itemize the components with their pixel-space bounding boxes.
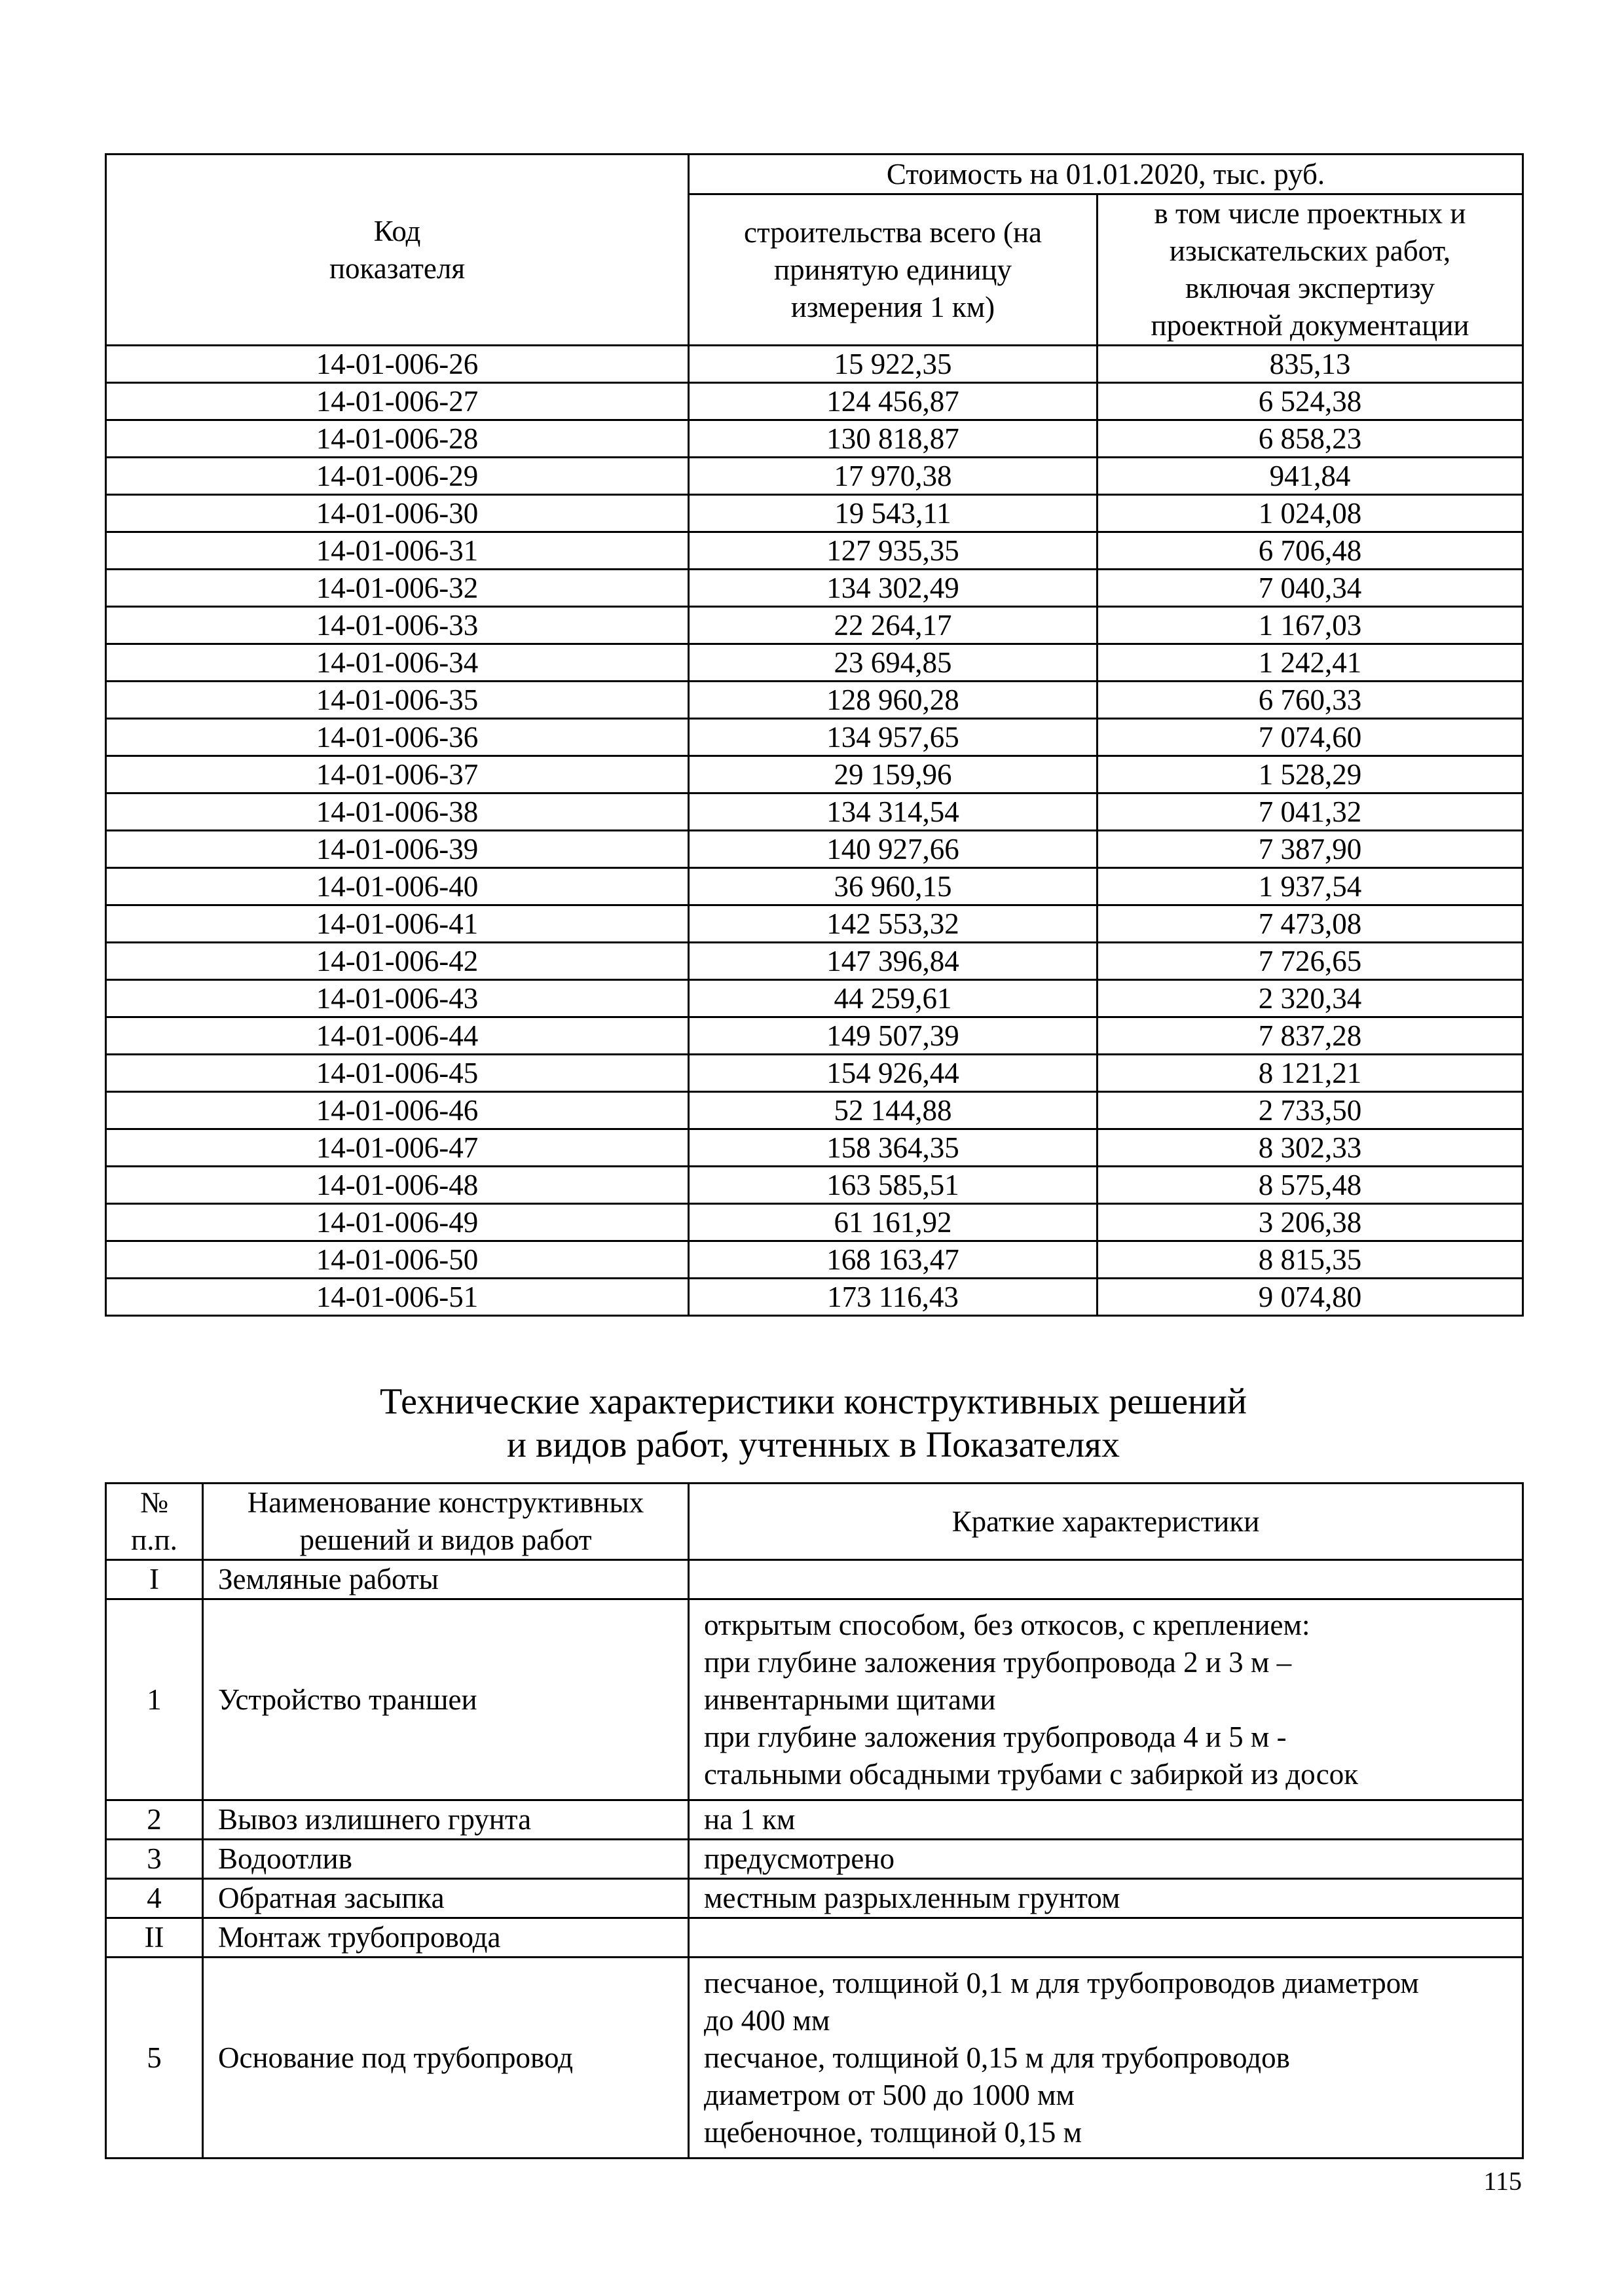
- code-cell: 14-01-006-49: [106, 1204, 689, 1241]
- description-cell: на 1 км: [689, 1800, 1523, 1840]
- design-cost-cell: 3 206,38: [1098, 1204, 1523, 1241]
- total-cost-cell: 15 922,35: [689, 346, 1098, 383]
- tech-table: [105, 1482, 1524, 2159]
- description-cell: [689, 1918, 1523, 1958]
- design-cost-cell: 6 706,48: [1098, 532, 1523, 570]
- name-cell: Основание под трубопровод: [203, 1958, 689, 2159]
- tech-title-line-1: Технические характеристики конструктивных решений: [380, 1381, 1247, 1422]
- table-row: [106, 1279, 1523, 1316]
- design-cost-cell: 8 302,33: [1098, 1129, 1523, 1167]
- code-cell: 14-01-006-41: [106, 905, 689, 943]
- number-cell: 4: [106, 1879, 203, 1918]
- code-cell: 14-01-006-50: [106, 1241, 689, 1279]
- table-row: [106, 495, 1523, 532]
- table-row: [106, 1241, 1523, 1279]
- header-cost: Стоимость на 01.01.2020, тыс. руб.: [689, 155, 1523, 194]
- table-row: [106, 1840, 1523, 1879]
- table-row: [106, 1167, 1523, 1204]
- design-cost-cell: 8 815,35: [1098, 1241, 1523, 1279]
- code-cell: 14-01-006-34: [106, 644, 689, 682]
- number-cell: 3: [106, 1840, 203, 1879]
- total-cost-cell: 127 935,35: [689, 532, 1098, 570]
- table-row: [106, 905, 1523, 943]
- code-cell: 14-01-006-42: [106, 943, 689, 980]
- table-row: [106, 1599, 1523, 1800]
- code-cell: 14-01-006-51: [106, 1279, 689, 1316]
- code-cell: 14-01-006-32: [106, 570, 689, 607]
- total-cost-cell: 173 116,43: [689, 1279, 1098, 1316]
- design-cost-cell: 7 041,32: [1098, 793, 1523, 831]
- table-row: [106, 1958, 1523, 2159]
- total-cost-cell: 134 957,65: [689, 719, 1098, 756]
- table-row: [106, 943, 1523, 980]
- design-cost-cell: 9 074,80: [1098, 1279, 1523, 1316]
- total-cost-cell: 149 507,39: [689, 1017, 1098, 1055]
- code-cell: 14-01-006-48: [106, 1167, 689, 1204]
- code-cell: 14-01-006-28: [106, 420, 689, 458]
- design-cost-cell: 1 242,41: [1098, 644, 1523, 682]
- code-cell: 14-01-006-39: [106, 831, 689, 868]
- table-row: [106, 383, 1523, 420]
- name-cell: Монтаж трубопровода: [203, 1918, 689, 1958]
- table-row: [106, 458, 1523, 495]
- design-cost-cell: 1 167,03: [1098, 607, 1523, 644]
- total-cost-cell: 142 553,32: [689, 905, 1098, 943]
- design-cost-cell: 2 320,34: [1098, 980, 1523, 1017]
- design-cost-cell: 7 837,28: [1098, 1017, 1523, 1055]
- total-cost-cell: 163 585,51: [689, 1167, 1098, 1204]
- code-cell: 14-01-006-33: [106, 607, 689, 644]
- total-cost-cell: 147 396,84: [689, 943, 1098, 980]
- table-row: [106, 1560, 1523, 1599]
- description-cell: [689, 1560, 1523, 1599]
- total-cost-cell: 17 970,38: [689, 458, 1098, 495]
- table-row: [106, 868, 1523, 905]
- table-row: [106, 1017, 1523, 1055]
- design-cost-cell: 835,13: [1098, 346, 1523, 383]
- total-cost-cell: 44 259,61: [689, 980, 1098, 1017]
- total-cost-cell: 52 144,88: [689, 1092, 1098, 1129]
- code-cell: 14-01-006-44: [106, 1017, 689, 1055]
- table-row: [106, 793, 1523, 831]
- name-cell: Обратная засыпка: [203, 1879, 689, 1918]
- code-cell: 14-01-006-37: [106, 756, 689, 793]
- table-row: [106, 1055, 1523, 1092]
- code-cell: 14-01-006-26: [106, 346, 689, 383]
- table-row: [106, 1092, 1523, 1129]
- design-cost-cell: 1 937,54: [1098, 868, 1523, 905]
- table-row: [106, 1918, 1523, 1958]
- table-row: [106, 980, 1523, 1017]
- name-cell: Водоотлив: [203, 1840, 689, 1879]
- design-cost-cell: 7 387,90: [1098, 831, 1523, 868]
- name-cell: Вывоз излишнего грунта: [203, 1800, 689, 1840]
- design-cost-cell: 6 524,38: [1098, 383, 1523, 420]
- header-code: Код показателя: [106, 155, 689, 346]
- name-cell: Земляные работы: [203, 1560, 689, 1599]
- code-cell: 14-01-006-47: [106, 1129, 689, 1167]
- total-cost-cell: 130 818,87: [689, 420, 1098, 458]
- code-cell: 14-01-006-35: [106, 682, 689, 719]
- design-cost-cell: 1 024,08: [1098, 495, 1523, 532]
- code-cell: 14-01-006-27: [106, 383, 689, 420]
- total-cost-cell: 158 364,35: [689, 1129, 1098, 1167]
- description-cell: местным разрыхленным грунтом: [689, 1879, 1523, 1918]
- description-cell: песчаное, толщиной 0,1 м для трубопроводов диаметром до 400 мм песчаное, толщиной 0,15 м для трубопроводов диаметром от 500 до 1000 мм щебеночное, толщиной 0,15 м: [689, 1958, 1523, 2159]
- table-row: [106, 607, 1523, 644]
- design-cost-cell: 1 528,29: [1098, 756, 1523, 793]
- table-row: [106, 644, 1523, 682]
- table-row: [106, 1879, 1523, 1918]
- design-cost-cell: 7 040,34: [1098, 570, 1523, 607]
- design-cost-cell: 6 760,33: [1098, 682, 1523, 719]
- code-cell: 14-01-006-29: [106, 458, 689, 495]
- name-cell: Устройство траншеи: [203, 1599, 689, 1800]
- total-cost-cell: 134 314,54: [689, 793, 1098, 831]
- code-cell: 14-01-006-43: [106, 980, 689, 1017]
- table-row: [106, 1204, 1523, 1241]
- total-cost-cell: 124 456,87: [689, 383, 1098, 420]
- table-row: [106, 682, 1523, 719]
- total-cost-cell: 140 927,66: [689, 831, 1098, 868]
- total-cost-cell: 134 302,49: [689, 570, 1098, 607]
- header-number: № п.п.: [106, 1484, 203, 1560]
- design-cost-cell: 7 473,08: [1098, 905, 1523, 943]
- total-cost-cell: 168 163,47: [689, 1241, 1098, 1279]
- description-cell: открытым способом, без откосов, с креплением: при глубине заложения трубопровода 2 и 3 м – инвентарными щитами при глубине заложения трубопровода 4 и 5 м - стальными обсадными трубами с забиркой из досок: [689, 1599, 1523, 1800]
- total-cost-cell: 154 926,44: [689, 1055, 1098, 1092]
- total-cost-cell: 19 543,11: [689, 495, 1098, 532]
- code-cell: 14-01-006-46: [106, 1092, 689, 1129]
- total-cost-cell: 22 264,17: [689, 607, 1098, 644]
- total-cost-cell: 128 960,28: [689, 682, 1098, 719]
- design-cost-cell: 7 726,65: [1098, 943, 1523, 980]
- header-name: Наименование конструктивных решений и видов работ: [203, 1484, 689, 1560]
- description-cell: предусмотрено: [689, 1840, 1523, 1879]
- code-cell: 14-01-006-45: [106, 1055, 689, 1092]
- code-cell: 14-01-006-30: [106, 495, 689, 532]
- total-cost-cell: 36 960,15: [689, 868, 1098, 905]
- design-cost-cell: 6 858,23: [1098, 420, 1523, 458]
- total-cost-cell: 23 694,85: [689, 644, 1098, 682]
- number-cell: 2: [106, 1800, 203, 1840]
- table-row: [106, 420, 1523, 458]
- page-number: 115: [1483, 2166, 1522, 2196]
- table-row: [106, 1800, 1523, 1840]
- design-cost-cell: 8 575,48: [1098, 1167, 1523, 1204]
- design-cost-cell: 8 121,21: [1098, 1055, 1523, 1092]
- table-row: [106, 1129, 1523, 1167]
- number-cell: I: [106, 1560, 203, 1599]
- code-cell: 14-01-006-38: [106, 793, 689, 831]
- design-cost-cell: 7 074,60: [1098, 719, 1523, 756]
- header-description: Краткие характеристики: [689, 1484, 1523, 1560]
- tech-section-title: [105, 1380, 1522, 1467]
- table-row: [106, 346, 1523, 383]
- total-cost-cell: 61 161,92: [689, 1204, 1098, 1241]
- design-cost-cell: 2 733,50: [1098, 1092, 1523, 1129]
- table-row: [106, 532, 1523, 570]
- header-total-cost: строительства всего (на принятую единицу измерения 1 км): [689, 194, 1098, 346]
- table-row: [106, 756, 1523, 793]
- number-cell: 1: [106, 1599, 203, 1800]
- price-table: [105, 153, 1524, 1317]
- table-row: [106, 719, 1523, 756]
- table-row: [106, 831, 1523, 868]
- header-design-cost: в том числе проектных и изыскательских работ, включая экспертизу проектной документации: [1098, 194, 1523, 346]
- code-cell: 14-01-006-40: [106, 868, 689, 905]
- number-cell: 5: [106, 1958, 203, 2159]
- design-cost-cell: 941,84: [1098, 458, 1523, 495]
- number-cell: II: [106, 1918, 203, 1958]
- table-row: [106, 570, 1523, 607]
- code-cell: 14-01-006-31: [106, 532, 689, 570]
- code-cell: 14-01-006-36: [106, 719, 689, 756]
- tech-title-line-2: и видов работ, учтенных в Показателях: [507, 1425, 1120, 1465]
- total-cost-cell: 29 159,96: [689, 756, 1098, 793]
